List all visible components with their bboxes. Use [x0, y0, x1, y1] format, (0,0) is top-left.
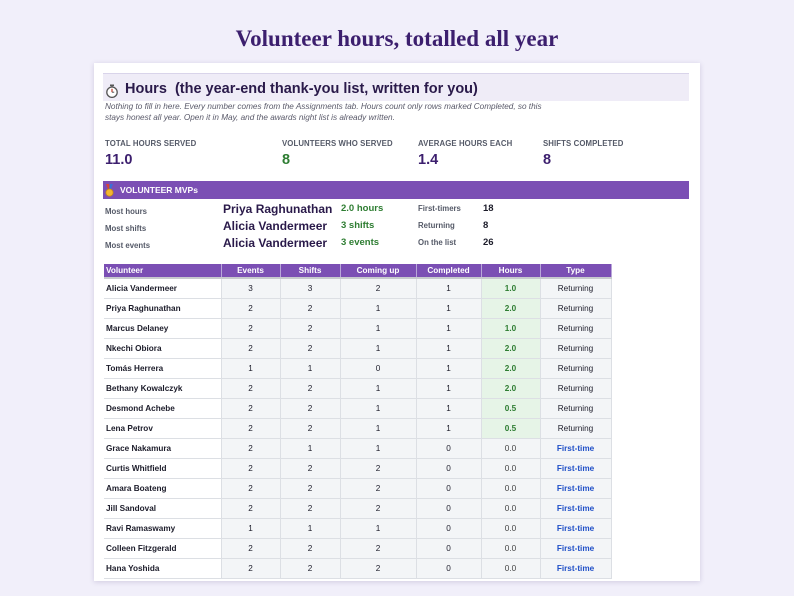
mvp-on-list-value: 26	[483, 237, 494, 248]
cell-volunteer[interactable]: Tomás Herrera	[104, 358, 221, 378]
cell-coming-up[interactable]: 0	[340, 358, 416, 378]
table-row	[104, 478, 611, 498]
stat-total-hours-value: 11.0	[105, 152, 133, 168]
cell-events[interactable]: 2	[221, 538, 280, 558]
cell-hours[interactable]: 2.0	[481, 378, 540, 398]
page-title: Volunteer hours, totalled all year	[235, 26, 559, 51]
cell-completed[interactable]: 1	[416, 398, 481, 418]
cell-coming-up[interactable]: 2	[340, 538, 416, 558]
cell-events[interactable]: 1	[221, 358, 280, 378]
cell-type[interactable]: Returning	[540, 298, 611, 318]
mvp-most-shifts-label: Most shifts	[105, 224, 147, 233]
stat-volunteers-label: VOLUNTEERS WHO SERVED	[282, 139, 393, 148]
cell-shifts[interactable]: 2	[280, 478, 340, 498]
cell-type[interactable]: Returning	[540, 318, 611, 338]
cell-type[interactable]: First-time	[540, 438, 611, 458]
cell-coming-up[interactable]: 1	[340, 398, 416, 418]
cell-coming-up[interactable]: 2	[340, 498, 416, 518]
cell-coming-up[interactable]: 1	[340, 298, 416, 318]
mvp-on-list-label: On the list	[418, 238, 457, 247]
stat-total-hours-label: TOTAL HOURS SERVED	[105, 139, 197, 148]
cell-events[interactable]: 2	[221, 478, 280, 498]
cell-shifts[interactable]: 2	[280, 558, 340, 578]
cell-volunteer[interactable]: Amara Boateng	[104, 478, 221, 498]
cell-volunteer[interactable]: Alicia Vandermeer	[104, 278, 221, 298]
cell-completed[interactable]: 0	[416, 558, 481, 578]
cell-completed[interactable]: 1	[416, 358, 481, 378]
cell-type[interactable]: First-time	[540, 478, 611, 498]
cell-shifts[interactable]: 1	[280, 438, 340, 458]
column-header-hours[interactable]: Hours	[481, 264, 540, 278]
cell-volunteer[interactable]: Ravi Ramaswamy	[104, 518, 221, 538]
stopwatch-icon	[105, 84, 119, 98]
cell-type[interactable]: Returning	[540, 338, 611, 358]
cell-completed[interactable]: 0	[416, 478, 481, 498]
sheet-note: Nothing to fill in here. Every number comes from the Assignments tab. Hours count only rows marked Completed, so this stays honest all year. Open it in May, and the awards night list is already written.	[105, 102, 542, 122]
mvp-most-events-name: Alicia Vandermeer	[223, 236, 328, 250]
cell-events[interactable]: 2	[221, 398, 280, 418]
cell-coming-up[interactable]: 1	[340, 438, 416, 458]
cell-volunteer[interactable]: Hana Yoshida	[104, 558, 221, 578]
cell-type[interactable]: Returning	[540, 398, 611, 418]
cell-events[interactable]: 2	[221, 338, 280, 358]
cell-shifts[interactable]: 1	[280, 518, 340, 538]
cell-coming-up[interactable]: 1	[340, 318, 416, 338]
cell-events[interactable]: 3	[221, 278, 280, 298]
cell-completed[interactable]: 1	[416, 298, 481, 318]
column-header-events[interactable]: Events	[221, 264, 280, 278]
cell-hours[interactable]: 0.0	[481, 438, 540, 458]
cell-type[interactable]: Returning	[540, 358, 611, 378]
cell-type[interactable]: Returning	[540, 278, 611, 298]
cell-volunteer[interactable]: Nkechi Obiora	[104, 338, 221, 358]
cell-completed[interactable]: 1	[416, 278, 481, 298]
volunteer-table	[104, 264, 612, 579]
mvp-returning-value: 8	[483, 220, 489, 231]
column-header-coming-up[interactable]: Coming up	[340, 264, 416, 278]
table-row	[104, 418, 611, 438]
table-row	[104, 398, 611, 418]
cell-type[interactable]: First-time	[540, 498, 611, 518]
cell-shifts[interactable]: 2	[280, 498, 340, 518]
table-row	[104, 558, 611, 578]
mvp-most-events-value: 3 events	[341, 237, 380, 248]
table-row	[104, 518, 611, 538]
cell-coming-up[interactable]: 1	[340, 378, 416, 398]
cell-hours[interactable]: 0.0	[481, 558, 540, 578]
cell-shifts[interactable]: 2	[280, 338, 340, 358]
cell-hours[interactable]: 0.0	[481, 498, 540, 518]
cell-volunteer[interactable]: Priya Raghunathan	[104, 298, 221, 318]
cell-coming-up[interactable]: 2	[340, 278, 416, 298]
table-header-row	[104, 264, 611, 278]
medal-icon	[105, 184, 114, 197]
cell-completed[interactable]: 0	[416, 438, 481, 458]
cell-shifts[interactable]: 1	[280, 358, 340, 378]
cell-events[interactable]: 2	[221, 458, 280, 478]
column-header-volunteer[interactable]: Volunteer	[104, 264, 221, 278]
cell-coming-up[interactable]: 1	[340, 338, 416, 358]
cell-type[interactable]: First-time	[540, 558, 611, 578]
cell-events[interactable]: 2	[221, 418, 280, 438]
cell-shifts[interactable]: 2	[280, 458, 340, 478]
cell-shifts[interactable]: 2	[280, 318, 340, 338]
cell-volunteer[interactable]: Lena Petrov	[104, 418, 221, 438]
cell-hours[interactable]: 2.0	[481, 298, 540, 318]
cell-coming-up[interactable]: 2	[340, 478, 416, 498]
cell-hours[interactable]: 0.0	[481, 478, 540, 498]
cell-hours[interactable]: 0.5	[481, 418, 540, 438]
column-header-completed[interactable]: Completed	[416, 264, 481, 278]
cell-events[interactable]: 1	[221, 518, 280, 538]
cell-type[interactable]: Returning	[540, 418, 611, 438]
cell-shifts[interactable]: 3	[280, 278, 340, 298]
cell-hours[interactable]: 1.0	[481, 278, 540, 298]
table-row	[104, 438, 611, 458]
cell-coming-up[interactable]: 1	[340, 518, 416, 538]
cell-completed[interactable]: 0	[416, 498, 481, 518]
table-row	[104, 378, 611, 398]
cell-shifts[interactable]: 2	[280, 398, 340, 418]
mvp-title: VOLUNTEER MVPs	[120, 185, 198, 195]
column-header-shifts[interactable]: Shifts	[280, 264, 340, 278]
mvp-first-timers-value: 18	[483, 203, 494, 214]
cell-completed[interactable]: 0	[416, 458, 481, 478]
stat-average-label: AVERAGE HOURS EACH	[418, 139, 513, 148]
cell-volunteer[interactable]: Jill Sandoval	[104, 498, 221, 518]
spreadsheet-panel	[94, 63, 700, 581]
table-row	[104, 338, 611, 358]
cell-coming-up[interactable]: 2	[340, 558, 416, 578]
mvp-most-shifts-value: 3 shifts	[341, 220, 375, 231]
cell-volunteer[interactable]: Colleen Fitzgerald	[104, 538, 221, 558]
table-row	[104, 298, 611, 318]
mvp-most-hours-value: 2.0 hours	[341, 203, 384, 214]
cell-type[interactable]: First-time	[540, 518, 611, 538]
cell-shifts[interactable]: 2	[280, 378, 340, 398]
cell-hours[interactable]: 0.0	[481, 518, 540, 538]
cell-events[interactable]: 2	[221, 298, 280, 318]
cell-events[interactable]: 2	[221, 558, 280, 578]
cell-completed[interactable]: 1	[416, 318, 481, 338]
cell-volunteer[interactable]: Desmond Achebe	[104, 398, 221, 418]
stat-volunteers-value: 8	[282, 152, 291, 168]
cell-completed[interactable]: 1	[416, 418, 481, 438]
cell-volunteer[interactable]: Grace Nakamura	[104, 438, 221, 458]
cell-completed[interactable]: 1	[416, 378, 481, 398]
cell-hours[interactable]: 1.0	[481, 318, 540, 338]
cell-hours[interactable]: 0.0	[481, 458, 540, 478]
table-row	[104, 278, 611, 298]
mvp-most-shifts-name: Alicia Vandermeer	[223, 219, 328, 233]
stat-shifts-value: 8	[543, 152, 552, 168]
cell-hours[interactable]: 2.0	[481, 338, 540, 358]
cell-coming-up[interactable]: 2	[340, 458, 416, 478]
cell-events[interactable]: 2	[221, 378, 280, 398]
table-row	[104, 358, 611, 378]
stat-average-value: 1.4	[418, 152, 439, 168]
cell-events[interactable]: 2	[221, 498, 280, 518]
cell-hours[interactable]: 0.5	[481, 398, 540, 418]
cell-type[interactable]: First-time	[540, 538, 611, 558]
cell-hours[interactable]: 2.0	[481, 358, 540, 378]
mvp-most-events-label: Most events	[105, 241, 151, 250]
mvp-returning-label: Returning	[418, 221, 455, 230]
table-row	[104, 538, 611, 558]
mvp-most-hours-name: Priya Raghunathan	[223, 202, 333, 216]
cell-events[interactable]: 2	[221, 438, 280, 458]
cell-completed[interactable]: 0	[416, 538, 481, 558]
mvp-most-hours-label: Most hours	[105, 207, 148, 216]
cell-coming-up[interactable]: 1	[340, 418, 416, 438]
table-row	[104, 458, 611, 478]
cell-completed[interactable]: 0	[416, 518, 481, 538]
cell-volunteer[interactable]: Bethany Kowalczyk	[104, 378, 221, 398]
table-row	[104, 498, 611, 518]
cell-volunteer[interactable]: Curtis Whitfield	[104, 458, 221, 478]
cell-shifts[interactable]: 2	[280, 298, 340, 318]
cell-type[interactable]: Returning	[540, 378, 611, 398]
cell-events[interactable]: 2	[221, 318, 280, 338]
cell-hours[interactable]: 0.0	[481, 538, 540, 558]
cell-shifts[interactable]: 2	[280, 538, 340, 558]
mvp-first-timers-label: First-timers	[418, 204, 461, 213]
column-header-type[interactable]: Type	[540, 264, 611, 278]
cell-completed[interactable]: 1	[416, 338, 481, 358]
cell-shifts[interactable]: 2	[280, 418, 340, 438]
sheet-heading: Hours (the year-end thank-you list, written for you)	[125, 81, 478, 97]
table-row	[104, 318, 611, 338]
stat-shifts-label: SHIFTS COMPLETED	[543, 139, 624, 148]
cell-type[interactable]: First-time	[540, 458, 611, 478]
cell-volunteer[interactable]: Marcus Delaney	[104, 318, 221, 338]
